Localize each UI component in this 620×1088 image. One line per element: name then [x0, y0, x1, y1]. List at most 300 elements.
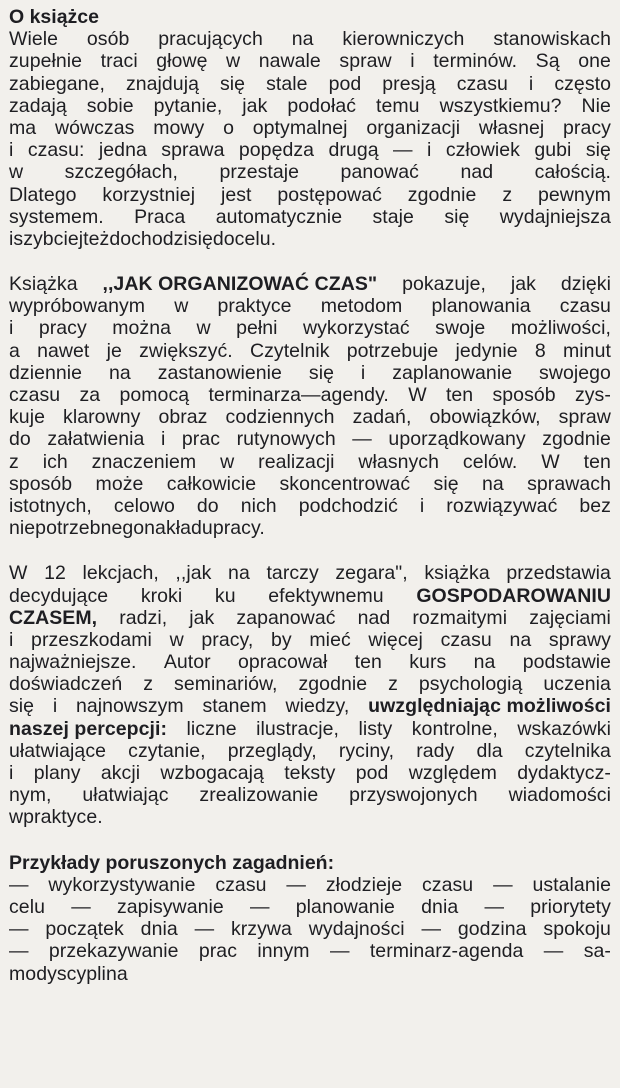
- word: codziennych: [225, 406, 335, 429]
- text-line: [9, 28, 611, 50]
- word: —: [71, 895, 91, 918]
- word: też: [83, 227, 110, 250]
- word: ustalanie: [532, 873, 611, 896]
- word: planowania: [431, 295, 531, 318]
- text-line: [9, 295, 611, 317]
- word: uporządkowany: [388, 428, 526, 451]
- word: naszej percepcji:: [9, 717, 168, 740]
- text-line: [9, 740, 611, 762]
- word: pomocą: [119, 384, 190, 406]
- text-line: [9, 762, 611, 784]
- word: traci: [100, 50, 138, 73]
- word: i: [360, 361, 366, 384]
- word: jedna: [98, 139, 147, 162]
- text-line: [9, 273, 611, 295]
- word: zupełnie: [9, 50, 83, 73]
- word: mowy: [153, 116, 205, 139]
- word: względem: [408, 762, 497, 784]
- word: najnowszym: [75, 695, 184, 718]
- word: sprawy: [548, 628, 611, 651]
- word: zabiegane,: [9, 72, 105, 95]
- word: doświadczeń: [9, 673, 123, 696]
- word: Czytelnik: [249, 339, 330, 362]
- word: ułatwiając: [82, 784, 169, 807]
- word: przeszkodami: [31, 628, 152, 651]
- word: jest: [220, 183, 252, 206]
- word: 12: [44, 562, 66, 585]
- word: czasu:: [27, 139, 85, 162]
- word: na: [481, 472, 504, 495]
- word: —: [421, 918, 442, 941]
- word: radzi,: [119, 606, 168, 629]
- word: wskazówki: [517, 717, 611, 740]
- word: zadają: [9, 94, 67, 117]
- word: temu: [376, 94, 420, 117]
- paragraph-topics-list: [9, 874, 611, 985]
- text-line: [9, 406, 611, 428]
- word: własnych: [358, 450, 440, 473]
- word: popędza: [238, 139, 315, 162]
- word: celów.: [462, 450, 518, 473]
- word: tarczy: [266, 562, 319, 585]
- word: mieć: [309, 628, 351, 651]
- word: GOSPODAROWANIU: [416, 584, 611, 607]
- word: potrzebuje: [346, 339, 439, 362]
- word: pracy,: [201, 628, 254, 651]
- text-line: [9, 963, 611, 985]
- word: —: [543, 940, 564, 963]
- word: rutynowych: [236, 428, 336, 451]
- word: na: [291, 28, 314, 51]
- word: czytanie,: [128, 739, 206, 762]
- word: ,,JAK ORGANIZOWAĆ CZAS": [102, 273, 378, 296]
- text-line: [9, 607, 611, 629]
- word: z: [143, 673, 154, 696]
- word: krzywa: [230, 918, 292, 941]
- word: nawale: [258, 50, 321, 73]
- word: —: [9, 873, 29, 896]
- word: pytanie,: [153, 94, 223, 117]
- word: praktyce.: [23, 806, 103, 829]
- word: Nie: [581, 94, 611, 117]
- word: w: [9, 806, 24, 829]
- word: zgodnie: [298, 673, 368, 696]
- text-line: [9, 340, 611, 362]
- word: pełni: [236, 317, 278, 340]
- word: ma: [9, 116, 37, 139]
- word: by: [271, 628, 292, 651]
- word: całkowicie: [166, 472, 257, 495]
- word: optymalnej: [252, 116, 348, 139]
- word: —: [249, 895, 270, 918]
- word: niepotrzebnego: [9, 517, 145, 540]
- word: rozwiązywać: [446, 494, 558, 517]
- word: przeglądy,: [227, 739, 317, 762]
- word: sprawa: [161, 139, 225, 162]
- word: z: [388, 673, 398, 696]
- word: listy: [358, 717, 393, 740]
- word: może: [95, 472, 144, 495]
- word: i: [9, 139, 14, 162]
- word: do: [9, 428, 31, 451]
- word: —: [393, 139, 413, 162]
- text-line: [9, 451, 611, 473]
- word: sprawach: [527, 472, 611, 495]
- text-line: [9, 940, 611, 962]
- word: i: [410, 50, 415, 73]
- word: podchodzić: [298, 494, 398, 517]
- word: drugą: [328, 139, 379, 162]
- word: spokoju: [543, 918, 611, 941]
- text-line: [9, 784, 611, 806]
- text-line: [9, 695, 611, 717]
- word: zwiększyć.: [139, 339, 233, 362]
- word: wykorzystywanie: [48, 873, 196, 896]
- text-line: [9, 139, 611, 161]
- word: się: [585, 139, 611, 162]
- word: automatycznie: [215, 205, 343, 228]
- word: się: [444, 205, 470, 228]
- word: W: [9, 562, 28, 585]
- word: i: [9, 628, 14, 651]
- text-line: [9, 206, 611, 228]
- word: swojego: [539, 361, 611, 384]
- text-line: [9, 874, 611, 896]
- word: Praca: [134, 205, 186, 228]
- word: przedstawia: [506, 562, 611, 585]
- word: —: [286, 873, 306, 896]
- word: organizacji: [366, 116, 461, 139]
- word: sposób: [492, 384, 556, 406]
- paragraph-gap: [9, 250, 611, 273]
- word: pod: [355, 762, 389, 784]
- text-line: [9, 73, 611, 95]
- word: początek: [45, 918, 124, 941]
- word: spraw: [339, 50, 392, 73]
- word: zapisywanie: [116, 895, 224, 918]
- text-line: [9, 473, 611, 495]
- word: się: [9, 695, 35, 718]
- paragraph-gap: [9, 539, 611, 562]
- word: celowo: [113, 494, 175, 517]
- word: seminariów,: [174, 673, 278, 696]
- word: —: [194, 918, 215, 941]
- word: sposób: [9, 472, 73, 495]
- word: planowanie: [295, 895, 395, 918]
- word: czasu: [9, 384, 61, 406]
- word: z: [9, 450, 19, 473]
- word: i: [9, 317, 14, 340]
- word: opracował: [238, 651, 328, 674]
- word: Autor: [163, 651, 211, 674]
- word: teksty: [284, 762, 336, 784]
- word: godzina: [457, 918, 527, 941]
- book-description-page: [9, 6, 611, 985]
- word: o: [223, 116, 234, 139]
- word: skoncentrować: [279, 472, 411, 495]
- word: czasu: [422, 873, 474, 896]
- word: czasu: [559, 295, 611, 318]
- word: znaczeniem: [91, 450, 197, 473]
- text-line: [9, 384, 611, 406]
- word: więcej: [368, 628, 423, 651]
- word: panować: [340, 161, 419, 184]
- word: celu.: [234, 227, 277, 250]
- word: presją: [382, 72, 436, 95]
- word: —: [484, 895, 505, 918]
- word: modyscyplina: [9, 962, 128, 985]
- word: z: [502, 183, 513, 206]
- word: zaplanowanie: [392, 361, 513, 384]
- word: jedynie: [455, 339, 518, 362]
- word: i: [52, 695, 58, 718]
- word: pod: [328, 72, 362, 95]
- word: nad: [460, 161, 494, 184]
- word: dzięki: [560, 273, 611, 296]
- word: się: [187, 227, 213, 250]
- word: kurs: [409, 651, 447, 674]
- word: i: [427, 139, 432, 162]
- word: liczne: [186, 717, 237, 740]
- word: wydajności: [308, 918, 405, 941]
- word: i: [528, 72, 534, 95]
- text-line: [9, 651, 611, 673]
- word: kroki: [140, 584, 183, 607]
- word: pracujących: [158, 28, 263, 51]
- word: często: [554, 72, 611, 95]
- word: swoje: [435, 317, 486, 340]
- word: ułatwiające: [9, 739, 107, 762]
- word: ilustracje,: [256, 717, 339, 740]
- word: załatwienia: [47, 428, 145, 451]
- text-line: [9, 585, 611, 607]
- word: i: [160, 428, 166, 451]
- word: wzbogacają: [160, 762, 264, 784]
- text-line: [9, 428, 611, 450]
- word: czasu: [440, 628, 492, 651]
- word: akcji: [100, 762, 141, 784]
- word: dnia: [140, 918, 178, 941]
- text-line: [9, 718, 611, 740]
- paragraph-intro: [9, 28, 611, 250]
- word: istotnych,: [9, 494, 92, 517]
- word: głowę: [156, 50, 208, 73]
- word: w: [196, 317, 211, 340]
- word: ten: [354, 651, 382, 674]
- word: w: [9, 161, 24, 184]
- word: szczegółach,: [64, 161, 178, 184]
- text-line: [9, 317, 611, 339]
- text-line: [9, 918, 611, 940]
- text-line: [9, 50, 611, 72]
- text-line: [9, 806, 611, 828]
- word: praktyce: [217, 295, 292, 318]
- word: nakładu: [144, 517, 213, 540]
- word: priorytety: [530, 895, 611, 918]
- word: możliwości,: [510, 317, 611, 340]
- word: bez: [579, 494, 611, 517]
- word: przekazywanie: [48, 940, 179, 963]
- word: wiedzy,: [285, 695, 350, 718]
- word: —: [352, 428, 372, 451]
- word: lekcjach,: [82, 562, 159, 585]
- word: sa-: [583, 940, 611, 963]
- word: zastanowienie: [157, 361, 282, 384]
- text-line: [9, 673, 611, 695]
- word: decydujące: [9, 584, 109, 607]
- word: Książka: [9, 273, 78, 296]
- word: podołać: [287, 94, 357, 117]
- word: się: [308, 361, 334, 384]
- word: Wiele: [9, 28, 59, 51]
- word: dziennie: [9, 361, 83, 384]
- word: rozmaitymi: [412, 606, 508, 629]
- word: do: [196, 494, 219, 517]
- word: w: [169, 628, 184, 651]
- word: terminów.: [433, 50, 518, 73]
- word: i: [9, 227, 14, 250]
- word: prac: [181, 428, 221, 451]
- text-line: [9, 228, 611, 250]
- word: pracy.: [212, 517, 265, 540]
- word: gubi: [534, 139, 572, 162]
- word: rady: [416, 739, 455, 762]
- word: w: [174, 295, 189, 318]
- word: kuje: [9, 406, 45, 429]
- word: uwzględniając możliwości: [368, 695, 611, 718]
- word: własnej: [478, 116, 545, 139]
- word: ryciny,: [338, 739, 395, 762]
- word: całością.: [534, 161, 611, 184]
- word: podstawie: [522, 651, 611, 674]
- word: wykorzystać: [302, 317, 410, 340]
- word: nad: [357, 606, 391, 629]
- word: książka: [424, 562, 490, 585]
- word: przyswojonych: [349, 784, 478, 807]
- word: w: [226, 50, 241, 73]
- word: efektywnemu: [268, 584, 384, 607]
- word: psychologią: [418, 673, 523, 696]
- word: dnia: [421, 895, 459, 918]
- paragraph-lessons: [9, 562, 611, 828]
- word: Dlatego: [9, 183, 77, 206]
- word: one: [578, 50, 611, 73]
- word: minut: [563, 339, 611, 362]
- word: pokazuje,: [402, 273, 487, 296]
- word: pewnym: [538, 183, 611, 206]
- text-line: [9, 95, 611, 117]
- word: ten: [583, 450, 611, 473]
- word: a: [9, 339, 20, 362]
- word: spraw: [558, 406, 611, 429]
- word: —: [9, 940, 29, 963]
- word: ,,jak: [175, 562, 212, 585]
- word: stale: [266, 72, 308, 95]
- text-line: [9, 517, 611, 539]
- word: korzystniej: [102, 183, 196, 206]
- word: staje: [372, 205, 414, 228]
- word: na: [473, 651, 496, 674]
- word: 8: [534, 339, 546, 362]
- heading-example-topics: Przykłady poruszonych zagadnień:: [9, 851, 335, 874]
- word: dydaktycz-: [517, 762, 611, 784]
- paragraph-book-summary: [9, 273, 611, 539]
- word: człowiek: [445, 139, 520, 162]
- word: stanem: [202, 695, 267, 718]
- word: i: [419, 494, 425, 517]
- word: dochodzi: [109, 227, 188, 250]
- word: CZASEM,: [9, 606, 98, 629]
- word: czasu: [456, 72, 508, 95]
- word: kontrolne,: [411, 717, 498, 740]
- word: klarowny: [63, 406, 141, 429]
- word: jak: [189, 606, 215, 629]
- word: obraz: [158, 406, 208, 429]
- word: do: [212, 227, 235, 250]
- word: się: [433, 472, 459, 495]
- word: ich: [42, 450, 68, 473]
- word: jak: [242, 94, 268, 117]
- word: ku: [214, 584, 236, 607]
- word: w: [220, 450, 235, 473]
- word: prac: [198, 940, 237, 963]
- word: innym: [257, 940, 310, 963]
- word: —: [9, 918, 29, 941]
- text-line: [9, 362, 611, 384]
- word: czytelnika: [524, 739, 611, 762]
- word: osób: [86, 28, 130, 51]
- word: zys-: [574, 384, 611, 406]
- word: terminarza—agendy.: [208, 384, 389, 406]
- word: zajęciami: [529, 606, 611, 629]
- word: się: [220, 72, 246, 95]
- word: dla: [476, 739, 503, 762]
- text-line: [9, 117, 611, 139]
- word: postępować: [277, 183, 382, 206]
- word: wydajniejsza: [499, 205, 611, 228]
- word: można: [112, 317, 172, 340]
- word: zegara",: [335, 562, 408, 585]
- word: kierowniczych: [342, 28, 465, 51]
- word: sobie: [86, 94, 134, 117]
- word: czasu: [215, 873, 267, 896]
- word: uczenia: [543, 673, 611, 696]
- word: wówczas: [54, 116, 135, 139]
- word: terminarz-agenda: [369, 940, 524, 963]
- text-line: [9, 161, 611, 183]
- word: zadań,: [352, 406, 412, 429]
- word: plany: [33, 762, 81, 784]
- word: pracy: [38, 317, 87, 340]
- word: wiadomości: [508, 784, 611, 807]
- word: na: [509, 628, 532, 651]
- word: ten: [445, 384, 474, 406]
- word: celu: [9, 895, 45, 918]
- word: najważniejsze.: [9, 651, 137, 674]
- word: zgodnie: [542, 428, 611, 451]
- paragraph-gap: [9, 829, 611, 852]
- word: na: [108, 361, 131, 384]
- word: je: [106, 339, 122, 362]
- word: jak: [510, 273, 536, 296]
- word: W: [541, 450, 560, 473]
- text-line: [9, 184, 611, 206]
- word: —: [329, 940, 350, 963]
- word: złodzieje: [325, 873, 403, 896]
- word: realizacji: [258, 450, 335, 473]
- word: na: [228, 562, 250, 585]
- text-line: [9, 495, 611, 517]
